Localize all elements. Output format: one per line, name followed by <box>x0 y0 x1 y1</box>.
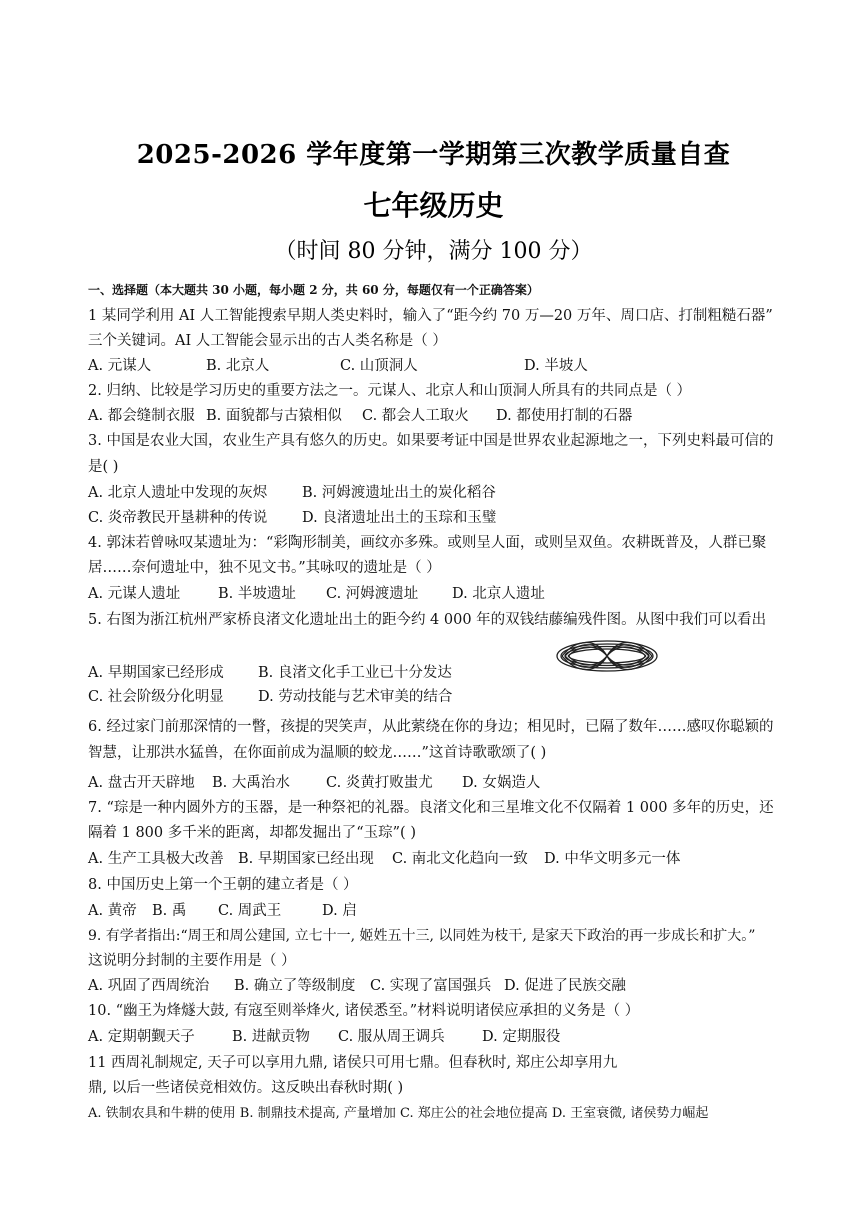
question-1-option-c: C. 山顶洞人 <box>340 358 418 374</box>
question-4-options <box>88 587 788 605</box>
question-10-stem: 10. “幽王为烽燧大鼓, 有寇至则举烽火, 诸侯悉至。”材料说明诸侯应承担的义务是（ ） <box>88 1003 640 1019</box>
question-3-options-row-2 <box>88 511 788 529</box>
question-10-option-d: D. 定期服役 <box>482 1029 561 1045</box>
question-6-option-c: C. 炎黄打败蚩尤 <box>326 775 433 791</box>
question-6-option-a: A. 盘古开天辟地 <box>88 775 195 791</box>
question-3-option-c: C. 炎帝教民开垦耕种的传说 <box>88 510 268 526</box>
question-6-option-b: B. 大禹治水 <box>212 775 290 791</box>
question-7-stem-line-1: 7. “琮是一种内圆外方的玉器，是一种祭祀的礼器。良渚文化和三星堆文化不仅隔着 1 000 多年的历史，还 <box>88 800 774 816</box>
question-6-stem-line-1: 6. 经过家门前那深情的一瞥，孩提的哭笑声，从此萦绕在你的身边；相见时，已隔了数年……感叹你聪颖的 <box>88 719 774 735</box>
question-2-options <box>88 409 788 427</box>
question-5-option-c: C. 社会阶级分化明显 <box>88 689 224 705</box>
question-9-options <box>88 979 788 997</box>
question-9-option-b: B. 确立了等级制度 <box>234 978 356 994</box>
exam-title: 2025-2026 学年度第一学期第三次教学质量自查 <box>136 140 731 170</box>
question-5-option-d: D. 劳动技能与艺术审美的结合 <box>258 689 453 705</box>
question-7-option-b: B. 早期国家已经出现 <box>238 851 374 867</box>
exam-subject: 七年级历史 <box>363 189 504 222</box>
question-10-options <box>88 1030 788 1048</box>
question-4-option-a: A. 元谋人遗址 <box>88 586 181 602</box>
question-9-stem-line-2: 这说明分封制的主要作用是（ ） <box>88 953 296 969</box>
question-7-option-d: D. 中华文明多元一体 <box>544 851 681 867</box>
question-9-option-d: D. 促进了民族交融 <box>504 978 626 994</box>
question-7-stem-line-2: 隔着 1 800 多千米的距离，却都发掘出了“玉琮”( ) <box>88 825 416 841</box>
question-5-option-a: A. 早期国家已经形成 <box>88 665 224 681</box>
question-8-options <box>88 904 788 922</box>
question-3-stem-line-1: 3. 中国是农业大国，农业生产具有悠久的历史。如果要考证中国是世界农业起源地之一，下列史料最可信的 <box>88 433 774 449</box>
question-5-stem: 5. 右图为浙江杭州严家桥良渚文化遗址出土的距今约 4 000 年的双钱结藤编残件图。从图中我们可以看出 <box>88 612 767 628</box>
question-8-option-b: B. 禹 <box>152 903 187 919</box>
question-1-stem-line-2: 三个关键词。AI 人工智能会显示出的古人类名称是（ ） <box>88 333 447 349</box>
question-2-stem: 2. 归纳、比较是学习历史的重要方法之一。元谋人、北京人和山顶洞人所具有的共同点是（ ） <box>88 383 692 399</box>
question-4-option-b: B. 半坡遗址 <box>218 586 296 602</box>
question-2-option-d: D. 都使用打制的石器 <box>496 408 633 424</box>
question-6-options <box>88 776 788 794</box>
question-8-option-d: D. 启 <box>322 903 357 919</box>
question-8-stem: 8. 中国历史上第一个王朝的建立者是（ ） <box>88 877 358 893</box>
question-11-stem-line-1: 11 西周礼制规定, 天子可以享用九鼎, 诸侯只可用七鼎。但春秋时, 郑庄公却享用九 <box>88 1055 618 1071</box>
question-6-stem-line-2: 智慧，让那洪水猛兽，在你面前成为温顺的蛟龙……”这首诗歌歌颂了( ) <box>88 745 547 761</box>
question-4-option-c: C. 河姆渡遗址 <box>326 586 419 602</box>
question-1-option-a: A. 元谋人 <box>88 358 152 374</box>
question-5-options-row-1 <box>88 666 788 684</box>
question-2-option-a: A. 都会缝制衣服 <box>88 408 195 424</box>
question-1-options <box>88 359 788 377</box>
section-heading: 一、选择题（本大题共 30 小题，每小题 2 分，共 60 分，每题仅有一个正确答案） <box>88 283 539 297</box>
question-3-option-b: B. 河姆渡遗址出土的炭化稻谷 <box>302 485 496 501</box>
question-7-options <box>88 852 788 870</box>
question-9-stem-line-1: 9. 有学者指出:“周王和周公建国, 立七十一, 姬姓五十三, 以同姓为枝干, 是家天下政治的再一步成长和扩大。” <box>88 928 756 944</box>
question-3-stem-line-2: 是( ) <box>88 459 119 475</box>
question-4-option-d: D. 北京人遗址 <box>452 586 545 602</box>
question-8-option-a: A. 黄帝 <box>88 903 137 919</box>
question-10-option-b: B. 进献贡物 <box>232 1029 310 1045</box>
question-6-option-d: D. 女娲造人 <box>462 775 541 791</box>
double-coin-knot-figure-icon <box>552 636 662 676</box>
question-1-option-b: B. 北京人 <box>206 358 270 374</box>
question-9-option-a: A. 巩固了西周统治 <box>88 978 210 994</box>
question-9-option-c: C. 实现了富国强兵 <box>370 978 492 994</box>
question-1-option-d: D. 半坡人 <box>524 358 588 374</box>
question-10-option-a: A. 定期朝觐天子 <box>88 1029 195 1045</box>
question-3-option-d: D. 良渚遗址出土的玉琮和玉璧 <box>302 510 497 526</box>
question-3-option-a: A. 北京人遗址中发现的灰烬 <box>88 485 268 501</box>
question-2-option-c: C. 都会人工取火 <box>362 408 469 424</box>
exam-time-info: （时间 80 分钟，满分 100 分） <box>274 239 593 264</box>
question-5-option-b: B. 良渚文化手工业已十分发达 <box>258 665 452 681</box>
question-8-option-c: C. 周武王 <box>218 903 282 919</box>
question-7-option-c: C. 南北文化趋向一致 <box>392 851 528 867</box>
question-4-stem-line-2: 居……奈何遗址中，独不见文书。”其咏叹的遗址是（ ） <box>88 560 441 576</box>
question-4-stem-line-1: 4. 郭沫若曾咏叹某遗址为：“彩陶形制美，画纹亦多殊。或则呈人面，或则呈双鱼。农耕既普及，人群已聚 <box>88 535 767 551</box>
question-3-options-row-1 <box>88 486 788 504</box>
question-11-stem-line-2: 鼎, 以后一些诸侯竞相效仿。这反映出春秋时期( ) <box>88 1080 404 1096</box>
question-5-options-row-2 <box>88 690 788 708</box>
question-2-option-b: B. 面貌都与古猿相似 <box>206 408 342 424</box>
question-10-option-c: C. 服从周王调兵 <box>338 1029 445 1045</box>
question-11-options: A. 铁制农具和牛耕的使用 B. 制鼎技术提高, 产量增加 C. 郑庄公的社会地位提高 D. 王室衰微, 诸侯势力崛起 <box>88 1106 709 1121</box>
question-7-option-a: A. 生产工具极大改善 <box>88 851 224 867</box>
question-1-stem-line-1: 1 某同学利用 AI 人工智能搜索早期人类史料时，输入了“距今约 70 万—20 万年、周口店、打制粗糙石器” <box>88 308 773 324</box>
